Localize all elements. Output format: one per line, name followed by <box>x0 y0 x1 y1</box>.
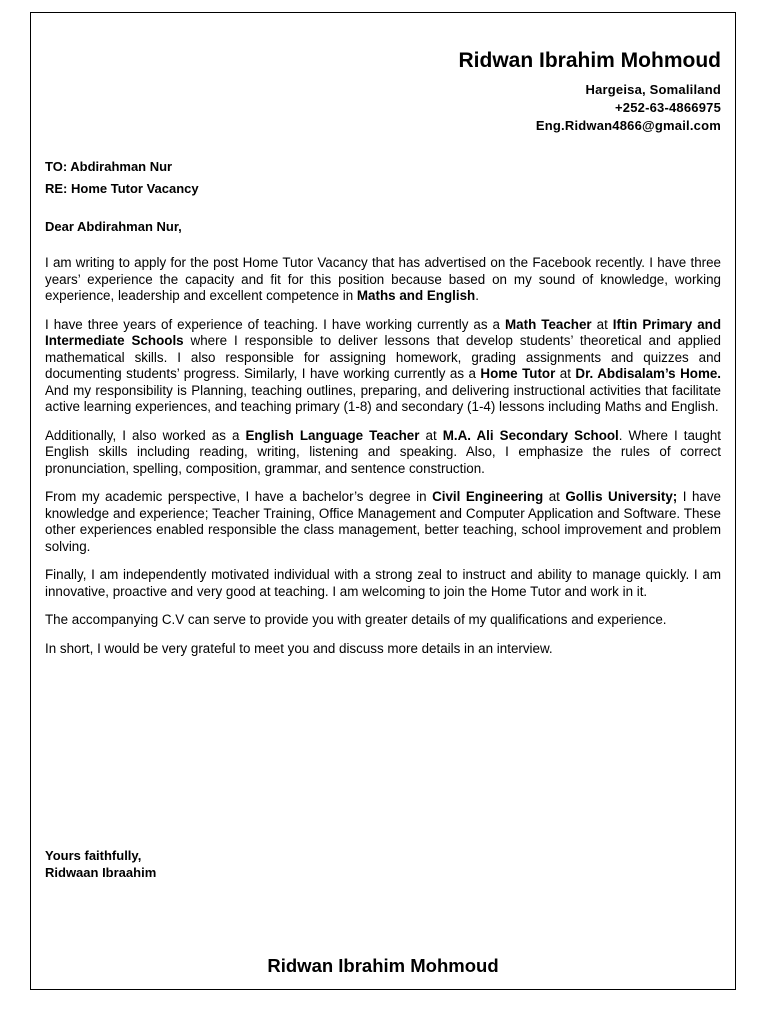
paragraph-cv: The accompanying C.V can serve to provide you with greater details of my qualifications and experience. <box>45 612 667 627</box>
footer-name: Ridwan Ibrahim Mohmoud <box>267 955 499 976</box>
paragraph-additional: Additionally, I also worked as a English Language Teacher at M.A. Ali Secondary School. Where I taught English skills including reading, writing, listening and speaking. Also, I emphasize the rules of correct pronunciation, spelling, composition, grammar, and sentence construction. <box>45 427 721 476</box>
paragraph-intro: I am writing to apply for the post Home Tutor Vacancy that has advertised on the Facebook recently. I have three years’ experience the capacity and fit for this position because based on my sound of knowledge, working experience, leadership and excellent competence in Maths and English. <box>45 255 721 303</box>
paragraph-academic: From my academic perspective, I have a bachelor’s degree in Civil Engineering at Gollis University; I have knowledge and experience; Teacher Training, Office Management and Computer Application and Software. These other experiences enabled responsible the class management, better teaching, school improvement and problem solving. <box>45 489 721 554</box>
closing-phrase: Yours faithfully, <box>45 848 142 863</box>
paragraph-experience: I have three years of experience of teaching. I have working currently as a Math Teacher at Iftin Primary and Intermediate Schools where I responsible to deliver lessons that develop students’ theoretical and applied mathematical skills. I also responsible for assigning homework, grading assignments and quizzes and documenting students’ progress. Similarly, I have working currently as a Home Tutor at Dr. Abdisalam’s Home. And my responsibility is Planning, teaching outlines, preparing, and delivering instructional activities that facilitate active learning experiences, and teaching primary (1-8) and secondary (1-4) lessons including Maths and English. <box>45 316 722 414</box>
letter-body <box>45 255 721 669</box>
recipient-line: TO: Abdirahman Nur <box>45 159 173 174</box>
letter-page <box>30 12 736 990</box>
letter-meta <box>45 156 199 200</box>
paragraph-finally: Finally, I am independently motivated individual with a strong zeal to instruct and ability to manage quickly. I am innovative, proactive and very good at teaching. I am welcoming to join the Home Tutor and work in it. <box>45 567 721 599</box>
subject-line: RE: Home Tutor Vacancy <box>45 181 199 196</box>
letter-header <box>459 49 722 135</box>
letter-closing <box>45 847 156 881</box>
sender-location: Hargeisa, Somaliland <box>585 82 721 97</box>
sender-email: Eng.Ridwan4866@gmail.com <box>535 118 721 133</box>
sender-name: Ridwan Ibrahim Mohmoud <box>458 49 721 72</box>
sender-phone: +252-63-4866975 <box>614 100 721 115</box>
paragraph-closing: In short, I would be very grateful to meet you and discuss more details in an interview. <box>45 640 553 656</box>
signature-name: Ridwaan Ibraahim <box>45 865 157 880</box>
salutation: Dear Abdirahman Nur, <box>45 219 182 234</box>
